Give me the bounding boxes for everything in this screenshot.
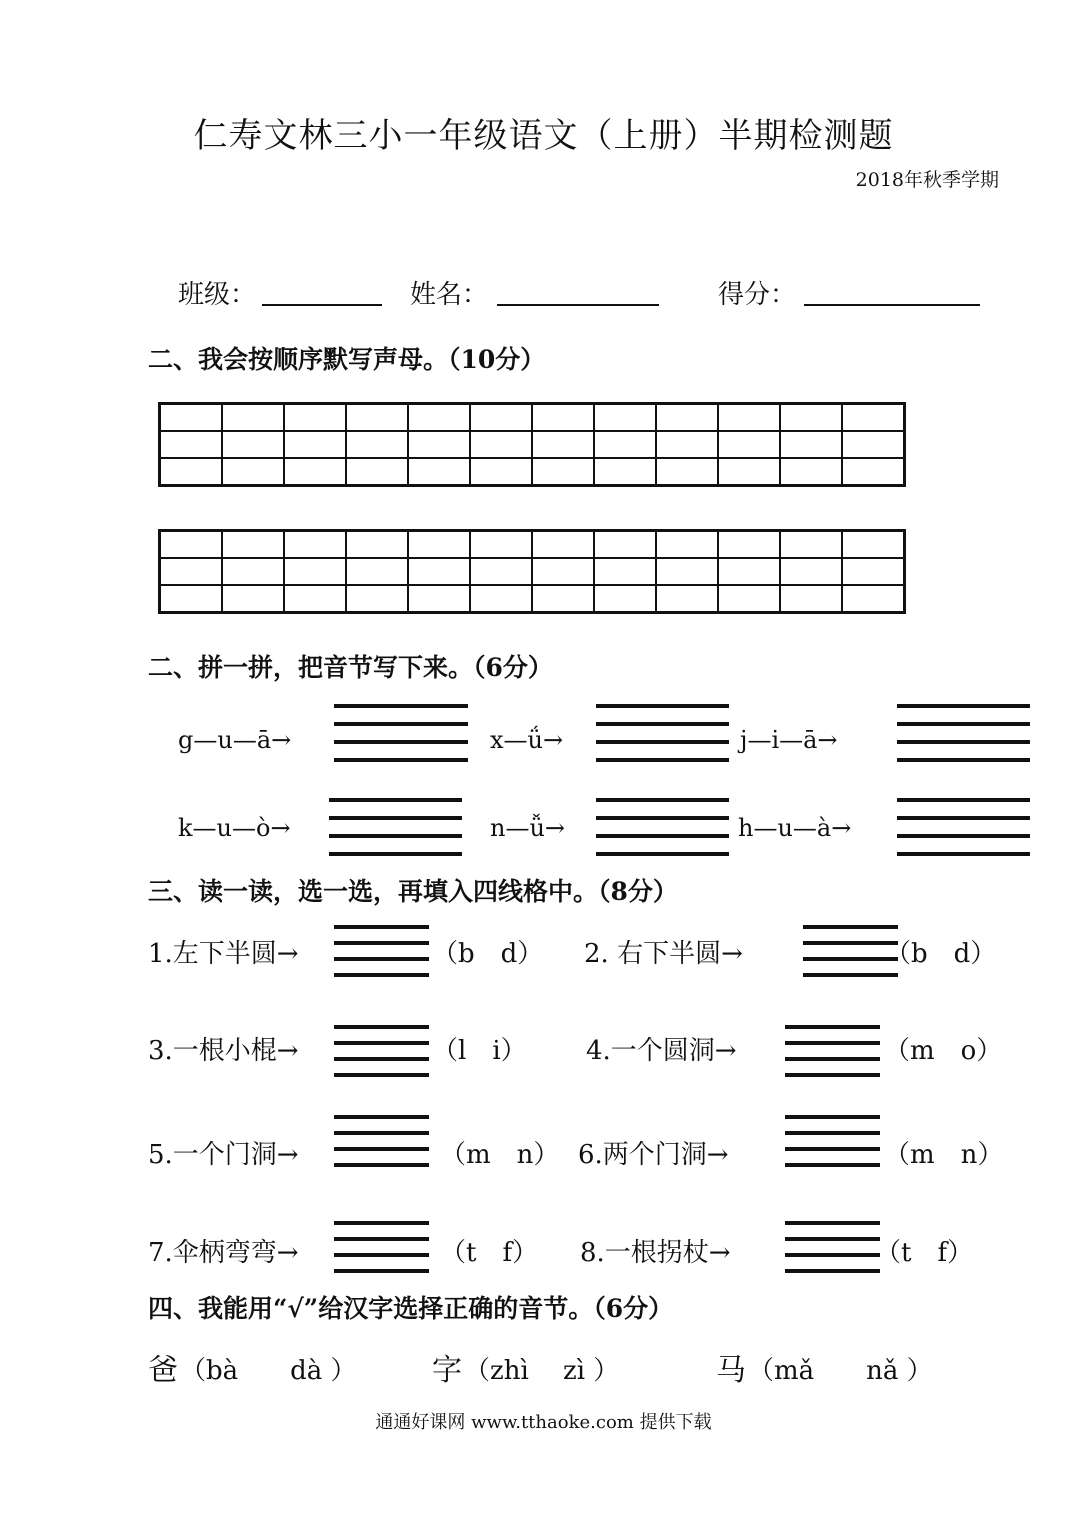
four-line-grid[interactable] bbox=[785, 1025, 880, 1077]
grid-cell[interactable] bbox=[408, 458, 470, 486]
grid-cell[interactable] bbox=[656, 431, 718, 458]
grid-cell[interactable] bbox=[222, 458, 284, 486]
grid-cell[interactable] bbox=[656, 585, 718, 613]
grid-cell[interactable] bbox=[532, 531, 594, 559]
term-label: 2018年秋季学期 bbox=[855, 169, 999, 191]
grid-cell[interactable] bbox=[656, 404, 718, 432]
four-line-grid[interactable] bbox=[329, 798, 462, 856]
grid-cell[interactable] bbox=[160, 558, 223, 585]
grid-cell[interactable] bbox=[470, 404, 532, 432]
grid-cell[interactable] bbox=[780, 585, 842, 613]
shengmu-grid-1[interactable] bbox=[158, 402, 906, 487]
grid-cell[interactable] bbox=[594, 531, 656, 559]
grid-cell[interactable] bbox=[222, 558, 284, 585]
grid-cell[interactable] bbox=[408, 404, 470, 432]
hanzi-char: 字 bbox=[432, 1353, 462, 1388]
grid-cell[interactable] bbox=[656, 531, 718, 559]
name-blank[interactable] bbox=[497, 304, 659, 306]
grid-cell[interactable] bbox=[656, 558, 718, 585]
class-blank[interactable] bbox=[262, 304, 382, 306]
four-line-grid[interactable] bbox=[334, 704, 468, 762]
four-line-grid[interactable] bbox=[334, 925, 429, 977]
pinyin-item: n—ǚ→ bbox=[490, 814, 566, 842]
grid-cell[interactable] bbox=[470, 431, 532, 458]
grid-cell[interactable] bbox=[284, 458, 346, 486]
grid-cell[interactable] bbox=[222, 404, 284, 432]
grid-cell[interactable] bbox=[222, 531, 284, 559]
stroke-item-label: 8.一根拐杖→ bbox=[580, 1238, 731, 1268]
grid-cell[interactable] bbox=[346, 404, 408, 432]
stroke-item-options: （m n） bbox=[884, 1140, 1004, 1170]
grid-cell[interactable] bbox=[656, 458, 718, 486]
four-line-grid[interactable] bbox=[897, 798, 1030, 856]
four-line-grid[interactable] bbox=[334, 1025, 429, 1077]
grid-cell[interactable] bbox=[346, 531, 408, 559]
grid-cell[interactable] bbox=[346, 585, 408, 613]
section2-heading: 二、拼一拼，把音节写下来。（6分） bbox=[148, 653, 553, 682]
score-blank[interactable] bbox=[804, 304, 980, 306]
hanzi-options[interactable]: （zhì zì ） bbox=[464, 1356, 620, 1386]
grid-cell[interactable] bbox=[718, 431, 780, 458]
four-line-grid[interactable] bbox=[334, 1115, 429, 1167]
stroke-item-options: （b d） bbox=[432, 939, 544, 969]
hanzi-char: 马 bbox=[716, 1353, 746, 1388]
grid-cell[interactable] bbox=[780, 431, 842, 458]
grid-cell[interactable] bbox=[532, 585, 594, 613]
stroke-item-label: 2. 右下半圆→ bbox=[584, 939, 743, 969]
grid-cell[interactable] bbox=[780, 558, 842, 585]
grid-cell[interactable] bbox=[718, 458, 780, 486]
grid-cell[interactable] bbox=[284, 404, 346, 432]
grid-cell[interactable] bbox=[718, 558, 780, 585]
four-line-grid[interactable] bbox=[803, 925, 898, 977]
stroke-item-options: （m n） bbox=[440, 1140, 560, 1170]
grid-cell[interactable] bbox=[780, 404, 842, 432]
grid-cell[interactable] bbox=[532, 458, 594, 486]
class-label: 班级： bbox=[178, 280, 257, 310]
grid-cell[interactable] bbox=[408, 585, 470, 613]
four-line-grid[interactable] bbox=[596, 798, 729, 856]
grid-cell[interactable] bbox=[594, 585, 656, 613]
section3-heading: 三、读一读，选一选，再填入四线格中。（8分） bbox=[148, 877, 678, 906]
section1-heading: 二、我会按顺序默写声母。（10分） bbox=[148, 345, 546, 374]
grid-cell[interactable] bbox=[470, 558, 532, 585]
grid-cell[interactable] bbox=[842, 458, 905, 486]
grid-cell[interactable] bbox=[160, 431, 223, 458]
grid-cell[interactable] bbox=[532, 404, 594, 432]
grid-cell[interactable] bbox=[780, 531, 842, 559]
grid-cell[interactable] bbox=[718, 585, 780, 613]
grid-cell[interactable] bbox=[532, 558, 594, 585]
grid-cell[interactable] bbox=[842, 404, 905, 432]
grid-cell[interactable] bbox=[532, 431, 594, 458]
grid-cell[interactable] bbox=[160, 531, 223, 559]
grid-cell[interactable] bbox=[842, 585, 905, 613]
stroke-item-label: 7.伞柄弯弯→ bbox=[148, 1238, 299, 1268]
shengmu-grid-2[interactable] bbox=[158, 529, 906, 614]
pinyin-item: g—u—ā→ bbox=[178, 726, 292, 754]
grid-cell[interactable] bbox=[160, 458, 223, 486]
pinyin-item: j—i—ā→ bbox=[740, 726, 838, 754]
grid-cell[interactable] bbox=[470, 531, 532, 559]
page-title: 仁寿文林三小一年级语文（上册）半期检测题 bbox=[193, 116, 894, 156]
grid-cell[interactable] bbox=[780, 458, 842, 486]
grid-cell[interactable] bbox=[718, 404, 780, 432]
stroke-item-label: 5.一个门洞→ bbox=[148, 1140, 299, 1170]
stroke-item-label: 6.两个门洞→ bbox=[578, 1140, 729, 1170]
stroke-item-options: （b d） bbox=[885, 939, 997, 969]
grid-cell[interactable] bbox=[718, 531, 780, 559]
grid-cell[interactable] bbox=[470, 585, 532, 613]
hanzi-options[interactable]: （mǎ nǎ ） bbox=[748, 1356, 933, 1386]
stroke-item-label: 1.左下半圆→ bbox=[148, 939, 299, 969]
pinyin-item: h—u—à→ bbox=[738, 814, 852, 842]
grid-cell[interactable] bbox=[160, 404, 223, 432]
section4-heading: 四、我能用“√”给汉字选择正确的音节。（6分） bbox=[148, 1294, 674, 1323]
grid-cell[interactable] bbox=[346, 458, 408, 486]
stroke-item-options: （m o） bbox=[884, 1036, 1003, 1066]
grid-cell[interactable] bbox=[594, 431, 656, 458]
grid-cell[interactable] bbox=[408, 558, 470, 585]
grid-cell[interactable] bbox=[284, 585, 346, 613]
grid-cell[interactable] bbox=[222, 431, 284, 458]
grid-cell[interactable] bbox=[346, 558, 408, 585]
stroke-item-label: 3.一根小棍→ bbox=[148, 1036, 299, 1066]
grid-cell[interactable] bbox=[408, 431, 470, 458]
stroke-item-label: 4.一个圆洞→ bbox=[586, 1036, 737, 1066]
pinyin-item: k—u—ò→ bbox=[178, 814, 291, 842]
stroke-item-options: （t f） bbox=[875, 1238, 974, 1268]
grid-cell[interactable] bbox=[284, 431, 346, 458]
four-line-grid[interactable] bbox=[334, 1221, 429, 1273]
grid-cell[interactable] bbox=[346, 431, 408, 458]
four-line-grid[interactable] bbox=[897, 704, 1030, 762]
hanzi-options[interactable]: （bà dà ） bbox=[180, 1356, 357, 1386]
footer-credit: 通通好课网 www.tthaoke.com 提供下载 bbox=[375, 1412, 712, 1433]
grid-cell[interactable] bbox=[284, 558, 346, 585]
grid-cell[interactable] bbox=[842, 558, 905, 585]
stroke-item-options: （l i） bbox=[432, 1036, 527, 1066]
grid-cell[interactable] bbox=[470, 458, 532, 486]
four-line-grid[interactable] bbox=[785, 1221, 880, 1273]
hanzi-char: 爸 bbox=[148, 1353, 178, 1388]
stroke-item-options: （t f） bbox=[440, 1238, 539, 1268]
four-line-grid[interactable] bbox=[596, 704, 729, 762]
grid-cell[interactable] bbox=[842, 531, 905, 559]
four-line-grid[interactable] bbox=[785, 1115, 880, 1167]
grid-cell[interactable] bbox=[842, 431, 905, 458]
grid-cell[interactable] bbox=[594, 558, 656, 585]
name-label: 姓名： bbox=[410, 280, 489, 310]
pinyin-item: x—ǘ→ bbox=[490, 726, 564, 754]
grid-cell[interactable] bbox=[594, 404, 656, 432]
grid-cell[interactable] bbox=[594, 458, 656, 486]
grid-cell[interactable] bbox=[408, 531, 470, 559]
grid-cell[interactable] bbox=[160, 585, 223, 613]
grid-cell[interactable] bbox=[284, 531, 346, 559]
score-label: 得分： bbox=[718, 280, 797, 310]
grid-cell[interactable] bbox=[222, 585, 284, 613]
